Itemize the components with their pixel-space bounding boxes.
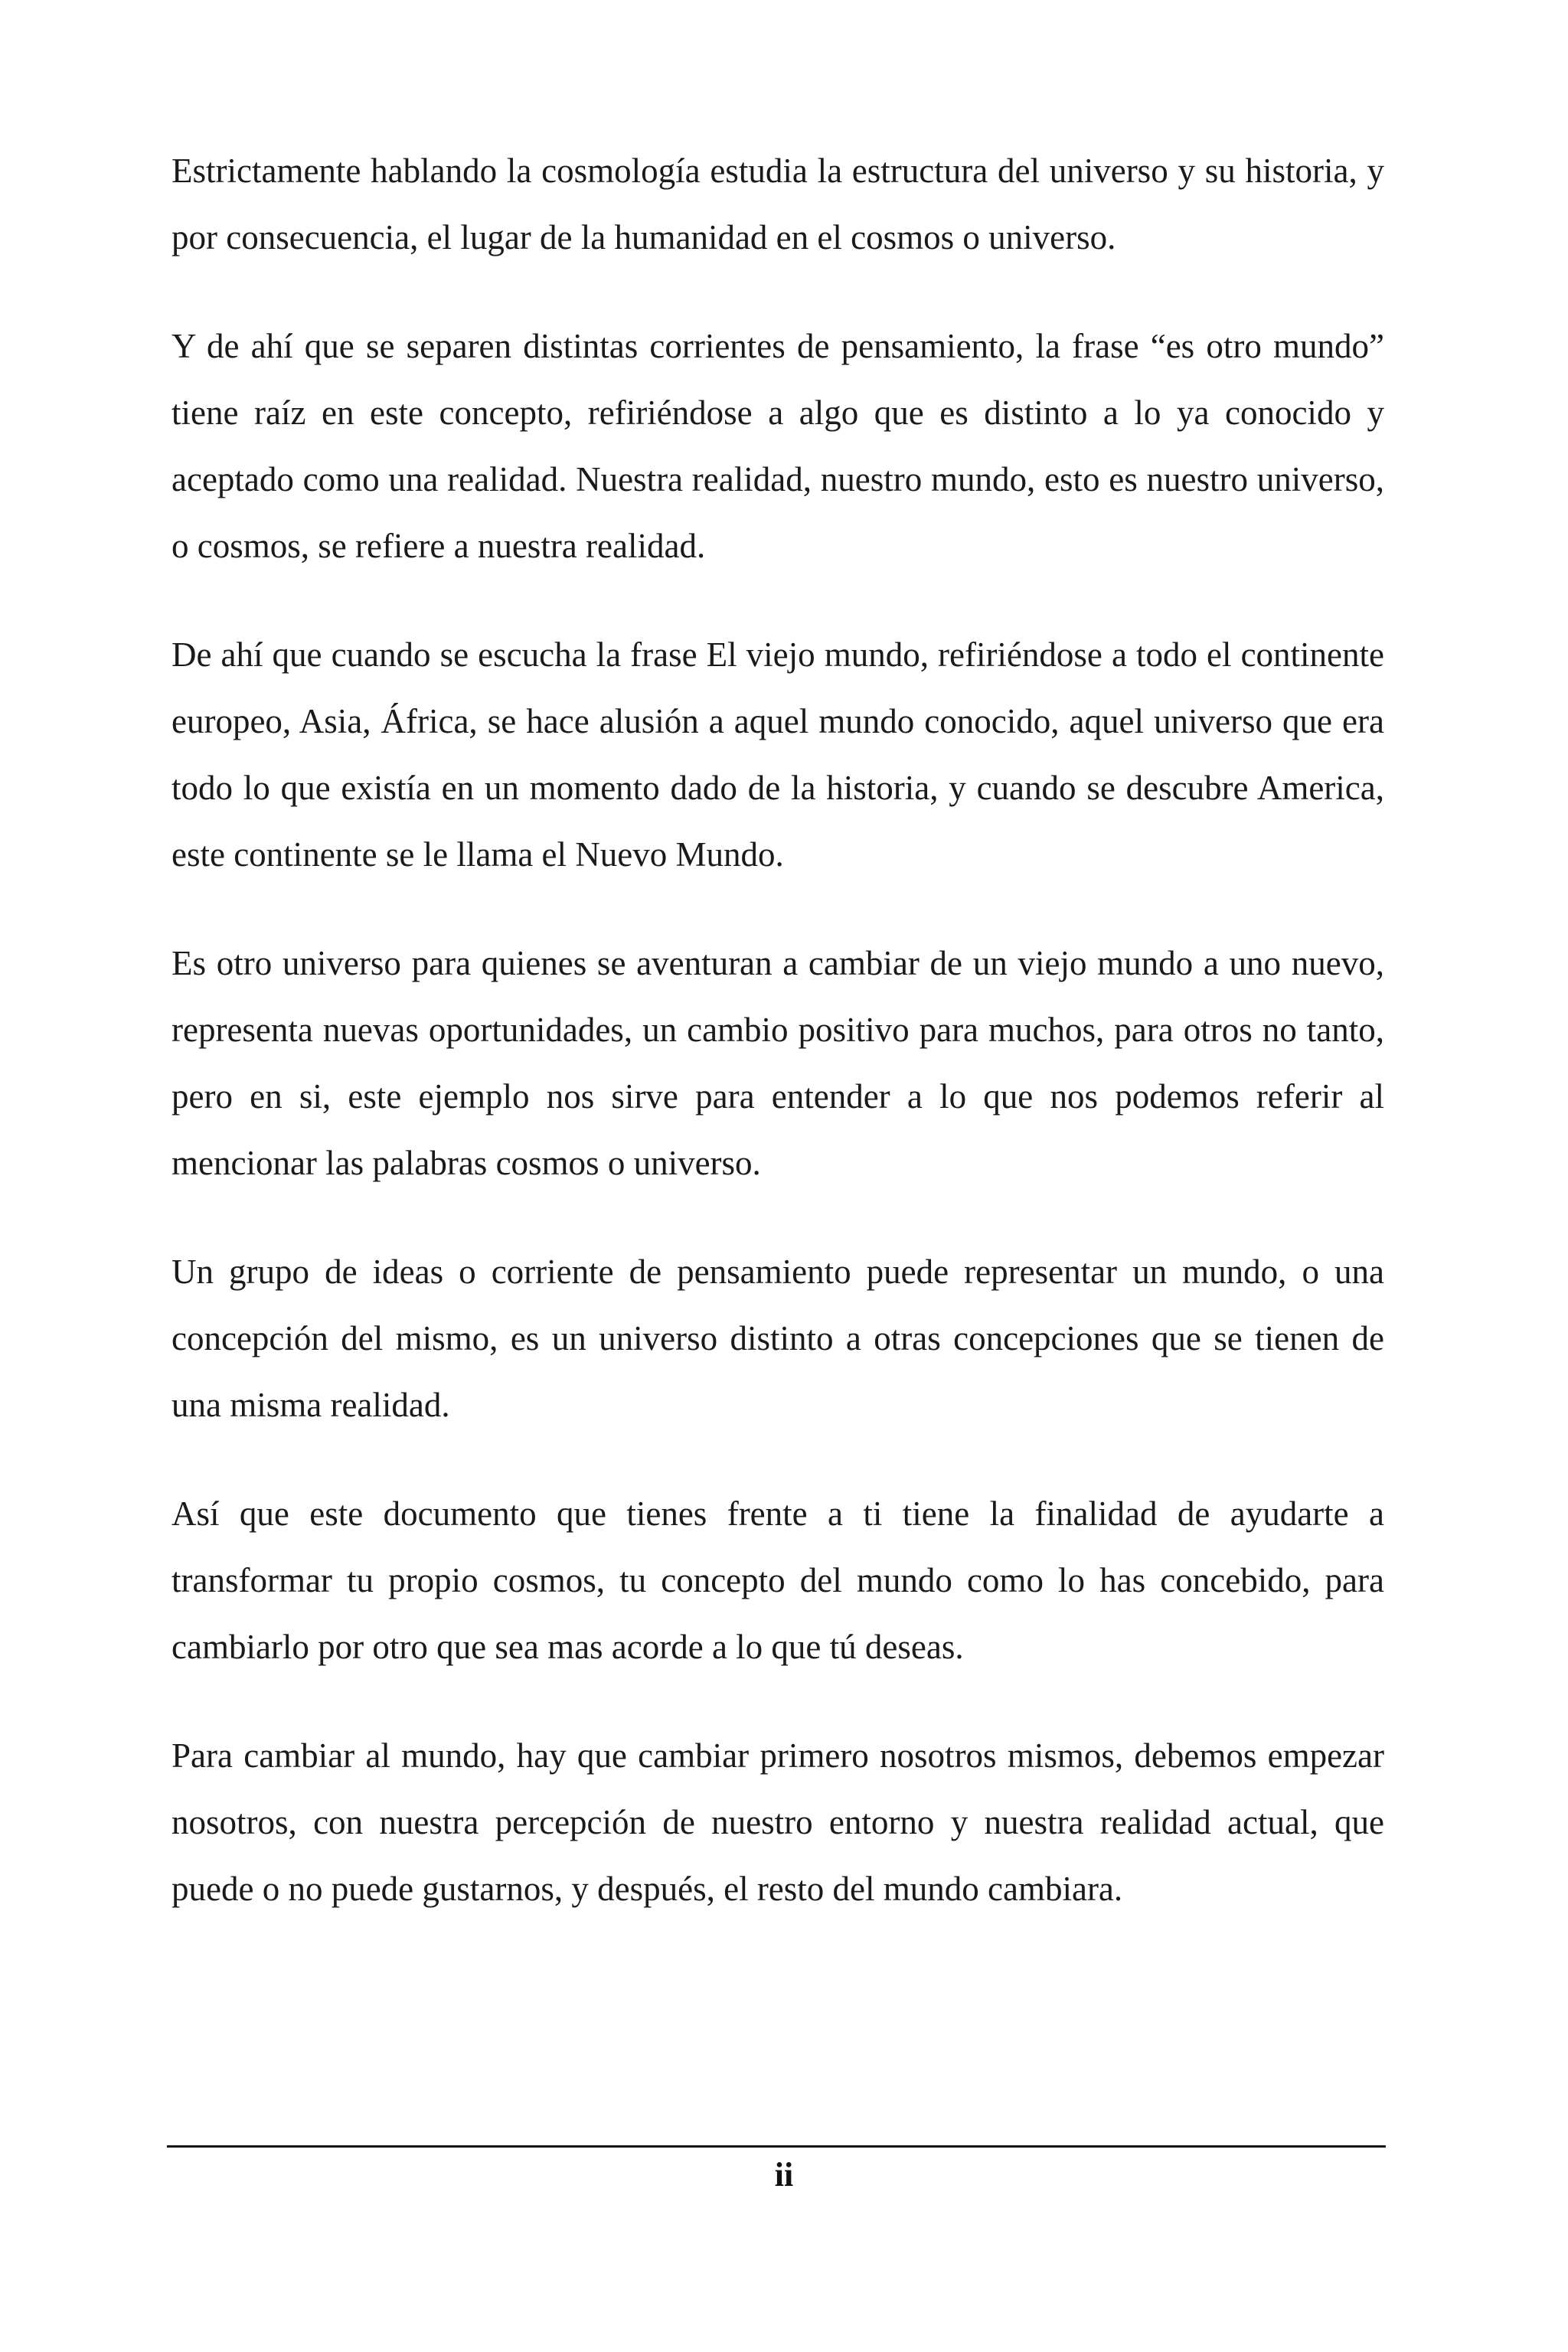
paragraph-7: Para cambiar al mundo, hay que cambiar primero nosotros mismos, debemos empezar nosotros, con nuestra percepción de nuestro entorno y nuestra realidad actual, que puede o no puede gustarnos, y después, el resto del mundo cambiara. xyxy=(172,1736,1384,1908)
paragraph-4: Es otro universo para quienes se aventuran a cambiar de un viejo mundo a uno nuevo, representa nuevas oportunidades, un cambio positivo para muchos, para otros no tanto, pero en si, este ejemplo nos sirve para entender a lo que nos podemos referir al mencionar las palabras cosmos o universo. xyxy=(172,944,1384,1182)
paragraph-2: Y de ahí que se separen distintas corrientes de pensamiento, la frase “es otro mundo” tiene raíz en este concepto, refiriéndose a algo que es distinto a lo ya conocido y aceptado como una realidad. Nuestra realidad, nuestro mundo, esto es nuestro universo, o cosmos, se refiere a nuestra realidad. xyxy=(172,327,1384,565)
page-number: ii xyxy=(774,2156,794,2194)
body-text xyxy=(172,138,1384,1965)
paragraph-5: Un grupo de ideas o corriente de pensamiento puede representar un mundo, o una concepción del mismo, es un universo distinto a otras concepciones que se tienen de una misma realidad. xyxy=(172,1253,1384,1424)
paragraph-1: Estrictamente hablando la cosmología estudia la estructura del universo y su historia, y por consecuencia, el lugar de la humanidad en el cosmos o universo. xyxy=(172,152,1384,256)
paragraph-3: De ahí que cuando se escucha la frase El viejo mundo, refiriéndose a todo el continente europeo, Asia, África, se hace alusión a aquel mundo conocido, aquel universo que era todo lo que existía en un momento dado de la historia, y cuando se descubre America, este continente se le llama el Nuevo Mundo. xyxy=(172,635,1384,874)
paragraph-6: Así que este documento que tienes frente a ti tiene la finalidad de ayudarte a transformar tu propio cosmos, tu concepto del mundo como lo has concebido, para cambiarlo por otro que sea mas acorde a lo que tú deseas. xyxy=(172,1494,1384,1666)
footer-divider xyxy=(167,2145,1386,2148)
